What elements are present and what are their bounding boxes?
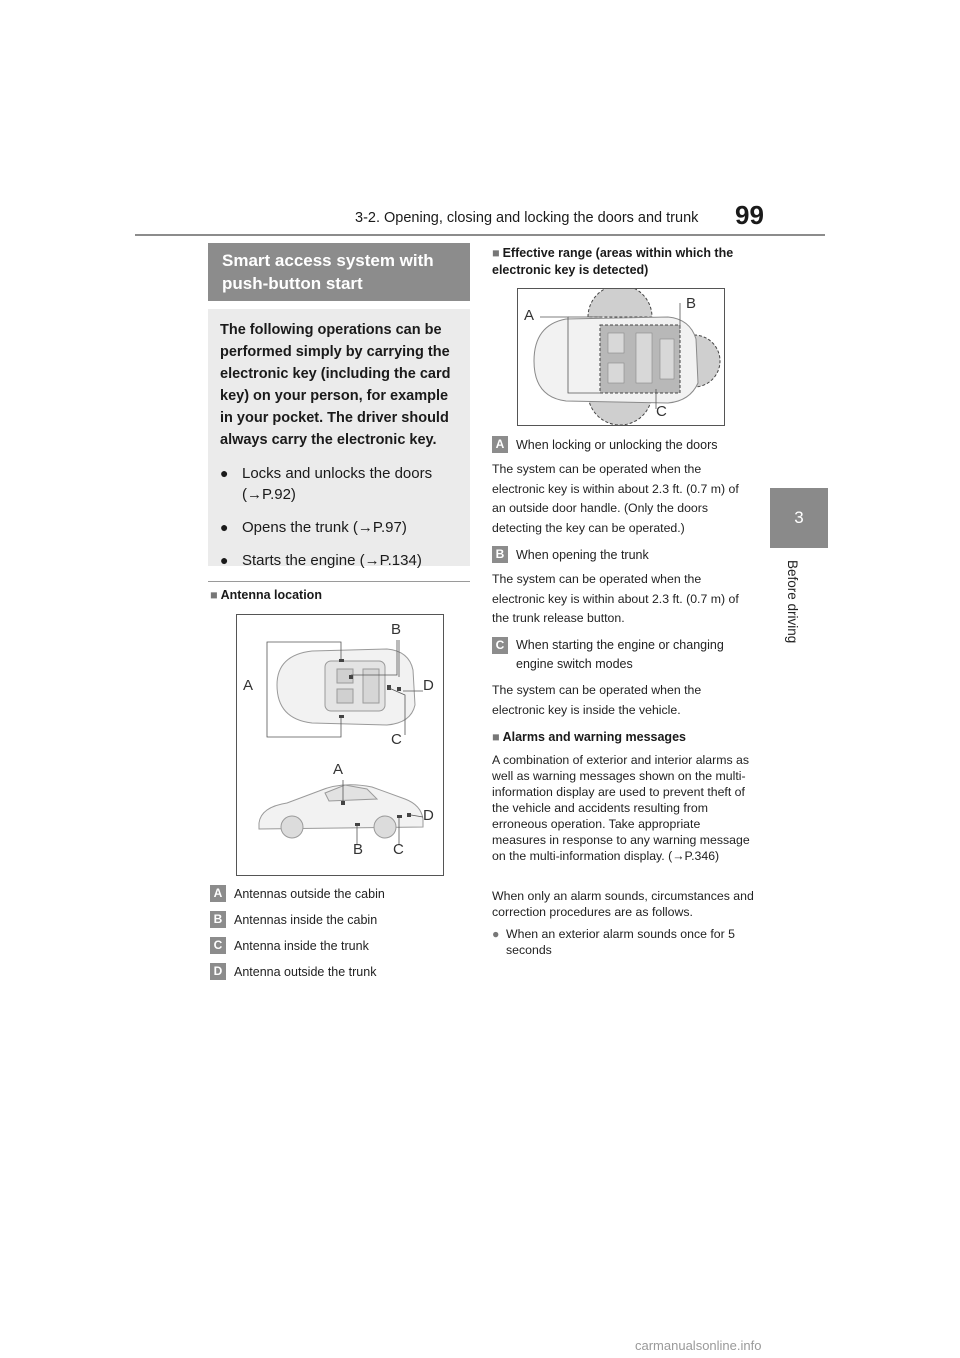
bullet-icon: ● xyxy=(220,465,229,481)
bullet-text: Locks and unlocks the doors (→P.92) xyxy=(242,465,433,503)
figure-label-a: A xyxy=(333,761,344,778)
key-badge: A xyxy=(210,885,226,902)
figure-label-c: C xyxy=(391,731,402,748)
effective-range-title xyxy=(492,245,754,279)
antenna-section-title xyxy=(210,588,322,602)
range-item-text: The system can be operated when the electronic key is within about 2.3 ft. (0.7 m) of an outside door handle. (Only the doors detecting the key can be operated.) xyxy=(492,462,739,535)
legend-row xyxy=(210,937,369,954)
figure-label-c: C xyxy=(393,841,404,858)
bullet-icon: ● xyxy=(220,519,229,535)
legend-text: Antenna outside the trunk xyxy=(234,964,377,979)
chapter-tab: 3 xyxy=(770,488,828,548)
chapter-label: Before driving xyxy=(785,560,800,644)
square-bullet-icon: ■ xyxy=(492,730,500,744)
range-item-heading xyxy=(492,636,754,674)
range-heading-text: When starting the engine or changing engine switch modes xyxy=(516,638,724,671)
legend-row xyxy=(210,963,376,980)
alarm-bullet-text: When an exterior alarm sounds once for 5 seconds xyxy=(506,927,735,957)
range-item-text: The system can be operated when the electronic key is inside the vehicle. xyxy=(492,683,702,717)
legend-text: Antenna inside the trunk xyxy=(234,938,369,953)
figure-label-a: A xyxy=(243,677,254,694)
figure-label-d: D xyxy=(423,807,434,824)
key-badge: A xyxy=(492,436,508,453)
key-badge: C xyxy=(492,637,508,654)
smart-access-intro: The following operations can be performed simply by carrying the electronic key (including the card key) on your person, for example in your pocket. The driver should always carry the electronic key. xyxy=(220,322,451,448)
alarm-bullet xyxy=(492,926,754,958)
figure-label-b: B xyxy=(353,841,364,858)
range-heading-text: When opening the trunk xyxy=(516,547,649,562)
figure-label-c: C xyxy=(656,403,667,420)
section-header: 3-2. Opening, closing and locking the doors and trunk xyxy=(355,210,699,226)
bullet-item xyxy=(220,517,458,538)
range-item-heading xyxy=(492,546,649,563)
legend-row xyxy=(210,911,377,928)
effective-range-title-text: Effective range (areas within which the electronic key is detected) xyxy=(492,246,734,277)
alarms-paragraph: When only an alarm sounds, circumstances and correction procedures are as follows. xyxy=(492,889,754,919)
legend-row xyxy=(210,885,385,902)
bullet-item xyxy=(220,463,458,505)
antenna-title-text: Antenna location xyxy=(220,588,322,602)
alarms-section-title xyxy=(492,730,686,744)
header-divider xyxy=(135,234,825,236)
range-heading-text: When locking or unlocking the doors xyxy=(516,437,718,452)
key-badge: C xyxy=(210,937,226,954)
square-bullet-icon: ■ xyxy=(492,246,500,260)
legend-text: Antennas outside the cabin xyxy=(234,886,385,901)
bullet-text: Opens the trunk (→P.97) xyxy=(242,519,407,536)
page-number: 99 xyxy=(735,200,764,230)
smart-access-box xyxy=(208,309,470,569)
key-badge: B xyxy=(210,911,226,928)
antenna-figure xyxy=(236,614,444,876)
bullet-text: Starts the engine (→P.134) xyxy=(242,552,422,569)
alarms-title-text: Alarms and warning messages xyxy=(502,730,686,744)
bullet-icon: ● xyxy=(220,552,229,568)
bullet-item xyxy=(220,550,458,571)
legend-text: Antennas inside the cabin xyxy=(234,912,378,927)
figure-label-d: D xyxy=(423,677,434,694)
round-bullet-icon: ● xyxy=(492,927,500,941)
figure-label-a: A xyxy=(524,307,535,324)
range-item-text: The system can be operated when the electronic key is within about 2.3 ft. (0.7 m) of the trunk release button. xyxy=(492,572,739,625)
alarms-paragraph: A combination of exterior and interior alarms as well as warning messages shown on the multi-information display are used to prevent theft of the vehicle and accidents resulting from erroneous operation. Take appropriate measures in response to any warning message on the multi-information display. (→P.346) xyxy=(492,753,750,863)
car-antenna-diagram xyxy=(237,615,443,875)
range-item-heading xyxy=(492,436,718,453)
watermark: carmanualsonline.info xyxy=(635,1338,762,1353)
section-divider xyxy=(208,581,470,582)
figure-label-b: B xyxy=(686,295,697,312)
smart-access-heading: Smart access system with push-button start xyxy=(208,243,470,301)
key-badge: D xyxy=(210,963,226,980)
square-bullet-icon: ■ xyxy=(210,588,218,602)
effective-range-figure xyxy=(517,288,725,426)
key-badge: B xyxy=(492,546,508,563)
figure-label-b: B xyxy=(391,621,402,638)
